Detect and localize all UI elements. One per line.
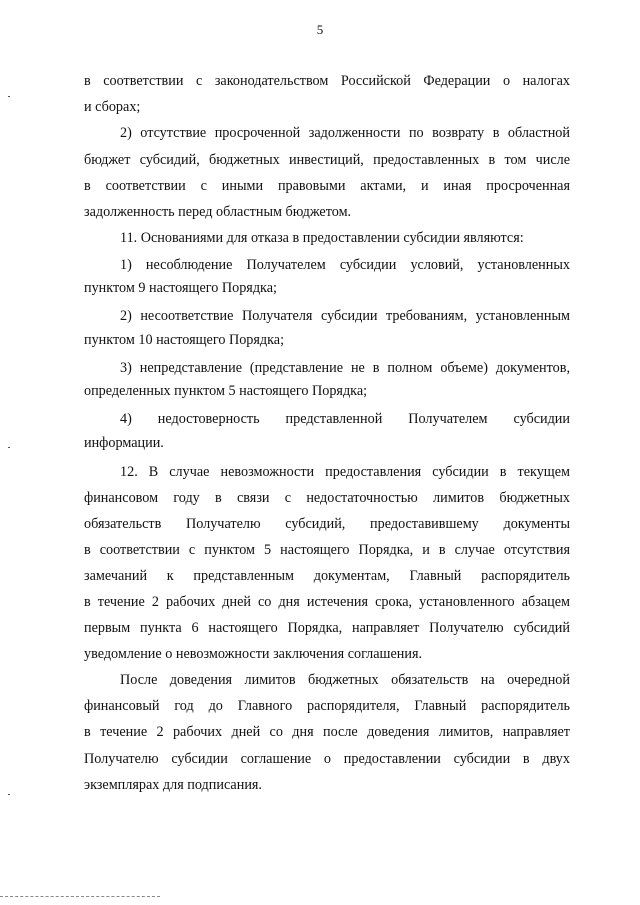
text-line: замечаний к представленным документам, Главный распорядитель <box>84 568 570 584</box>
text-line: уведомление о невозможности заключения соглашения. <box>84 646 423 662</box>
text-line: пунктом 9 настоящего Порядка; <box>84 280 277 296</box>
text-line: и сборах; <box>84 99 141 115</box>
text-line: 12. В случае невозможности предоставления субсидии в текущем <box>120 464 570 480</box>
text-line: После доведения лимитов бюджетных обязательств на очередной <box>120 672 570 688</box>
text-line: 2) несоответствие Получателя субсидии требованиям, установленным <box>120 308 570 324</box>
footer-rule <box>0 896 160 898</box>
text-line: 4) недостоверность представленной Получателем субсидии <box>120 411 570 427</box>
text-line: пунктом 10 настоящего Порядка; <box>84 332 285 348</box>
margin-mark <box>8 794 10 795</box>
text-line: 3) непредставление (представление не в полном объеме) документов, <box>120 360 570 376</box>
text-line: задолженность перед областным бюджетом. <box>84 204 352 220</box>
text-line: определенных пунктом 5 настоящего Порядка; <box>84 383 368 399</box>
text-line: финансовом году в связи с недостаточностью лимитов бюджетных <box>84 490 570 506</box>
text-line: Получателю субсидии соглашение о предоставлении субсидии в двух <box>84 751 570 767</box>
text-line: в соответствии с иными правовыми актами, и иная просроченная <box>84 178 570 194</box>
text-line: 11. Основаниями для отказа в предоставлении субсидии являются: <box>120 230 524 246</box>
text-line: экземплярах для подписания. <box>84 777 262 793</box>
text-line: бюджет субсидий, бюджетных инвестиций, предоставленных в том числе <box>84 152 570 168</box>
text-line: в соответствии с законодательством Российской Федерации о налогах <box>84 73 570 89</box>
text-line: 1) несоблюдение Получателем субсидии условий, установленных <box>120 257 570 273</box>
margin-mark <box>8 96 10 97</box>
text-line: в течение 2 рабочих дней со дня после доведения лимитов, направляет <box>84 724 570 740</box>
text-line: 2) отсутствие просроченной задолженности по возврату в областной <box>120 125 570 141</box>
text-line: информации. <box>84 435 164 451</box>
text-line: финансовый год до Главного распорядителя, Главный распорядитель <box>84 698 570 714</box>
text-line: обязательств Получателю субсидий, предоставившему документы <box>84 516 570 532</box>
margin-mark <box>8 447 10 448</box>
text-line: первым пункта 6 настоящего Порядка, направляет Получателю субсидий <box>84 620 570 636</box>
text-line: в течение 2 рабочих дней со дня истечения срока, установленного абзацем <box>84 594 570 610</box>
text-line: в соответствии с пунктом 5 настоящего Порядка, и в случае отсутствия <box>84 542 570 558</box>
page-number: 5 <box>316 22 324 37</box>
